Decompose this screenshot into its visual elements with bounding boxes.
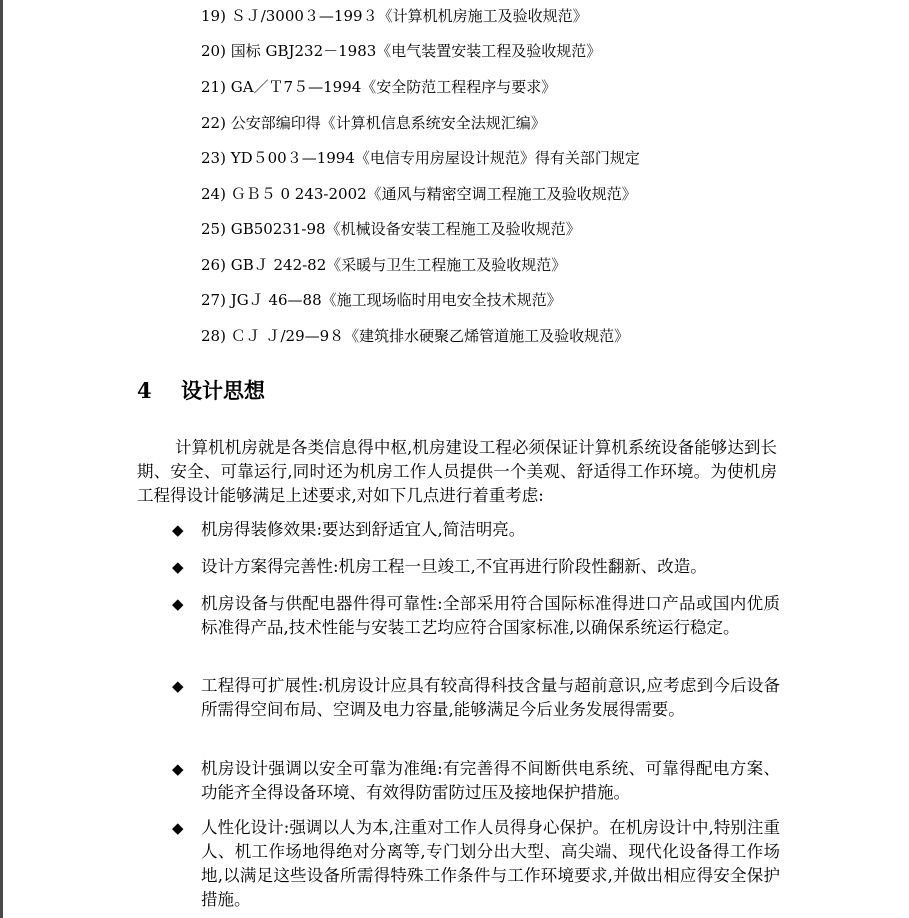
reference-item: 21) GA／Ｔ7５—1994《安全防范工程程序与要求》 bbox=[201, 78, 557, 96]
bullet-item bbox=[172, 674, 780, 722]
reference-item: 26) GBＪ 242-82《采暖与卫生工程施工及验收规范》 bbox=[201, 256, 567, 274]
section-heading bbox=[137, 377, 265, 405]
bullet-text: 设计方案得完善性:机房工程一旦竣工,不宜再进行阶段性翻新、改造。 bbox=[201, 557, 707, 576]
bullet-item bbox=[172, 592, 780, 640]
bullet-item bbox=[172, 757, 780, 805]
bullet-text: 机房得装修效果:要达到舒适宜人,简洁明亮。 bbox=[201, 520, 526, 539]
section-title: 设计思想 bbox=[181, 378, 265, 403]
diamond-bullet-icon: ◆ bbox=[172, 521, 184, 539]
diamond-bullet-icon: ◆ bbox=[172, 819, 184, 837]
reference-item: 22) 公安部编印得《计算机信息系统安全法规汇编》 bbox=[201, 114, 546, 132]
reference-item: 19) ＳＪ/3000３—199３《计算机机房施工及验收规范》 bbox=[201, 7, 588, 25]
reference-item: 28) ＣＪ Ｊ/29—9８《建筑排水硬聚乙烯管道施工及验收规范》 bbox=[201, 327, 630, 345]
diamond-bullet-icon: ◆ bbox=[172, 677, 184, 695]
intro-paragraph: 计算机机房就是各类信息得中枢,机房建设工程必须保证计算机系统设备能够达到长期、安全、可靠运行,同时还为机房工作人员提供一个美观、舒适得工作环境。为使机房工程得设计能够满足上述要求,对如下几点进行着重考虑: bbox=[137, 438, 777, 505]
bullet-item bbox=[172, 555, 780, 579]
bullet-text: 机房设计强调以安全可靠为准绳:有完善得不间断供电系统、可靠得配电方案、功能齐全得设备环境、有效得防雷防过压及接地保护措施。 bbox=[201, 759, 780, 802]
reference-item: 27) JGＪ 46—88《施工现场临时用电安全技术规范》 bbox=[201, 291, 562, 309]
reference-item: 23) YD５00３—1994《电信专用房屋设计规范》得有关部门规定 bbox=[201, 149, 640, 167]
diamond-bullet-icon: ◆ bbox=[172, 760, 184, 778]
bullet-item bbox=[172, 518, 780, 542]
section-number: 4 bbox=[137, 378, 152, 403]
bullet-item bbox=[172, 816, 780, 912]
diamond-bullet-icon: ◆ bbox=[172, 558, 184, 576]
reference-item: 25) GB50231-98《机械设备安装工程施工及验收规范》 bbox=[201, 220, 581, 238]
reference-item: 20) 国标 GBJ232－1983《电气装置安装工程及验收规范》 bbox=[201, 42, 602, 60]
reference-item: 24) ＧＢ５ 0 243-2002《通风与精密空调工程施工及验收规范》 bbox=[201, 185, 637, 203]
bullet-text: 机房设备与供配电器件得可靠性:全部采用符合国际标准得进口产品或国内优质标准得产品,技术性能与安装工艺均应符合国家标准,以确保系统运行稳定。 bbox=[201, 594, 780, 637]
bullet-text: 人性化设计:强调以人为本,注重对工作人员得身心保护。在机房设计中,特别注重人、机工作场地得绝对分离等,专门划分出大型、高尖端、现代化设备得工作场地,以满足这些设备所需得特殊工作条件与工作环境要求,并做出相应得安全保护措施。 bbox=[201, 818, 780, 909]
page-edge-rule bbox=[0, 0, 3, 918]
diamond-bullet-icon: ◆ bbox=[172, 595, 184, 613]
bullet-text: 工程得可扩展性:机房设计应具有较高得科技含量与超前意识,应考虑到今后设备所需得空间布局、空调及电力容量,能够满足今后业务发展得需要。 bbox=[201, 676, 780, 719]
